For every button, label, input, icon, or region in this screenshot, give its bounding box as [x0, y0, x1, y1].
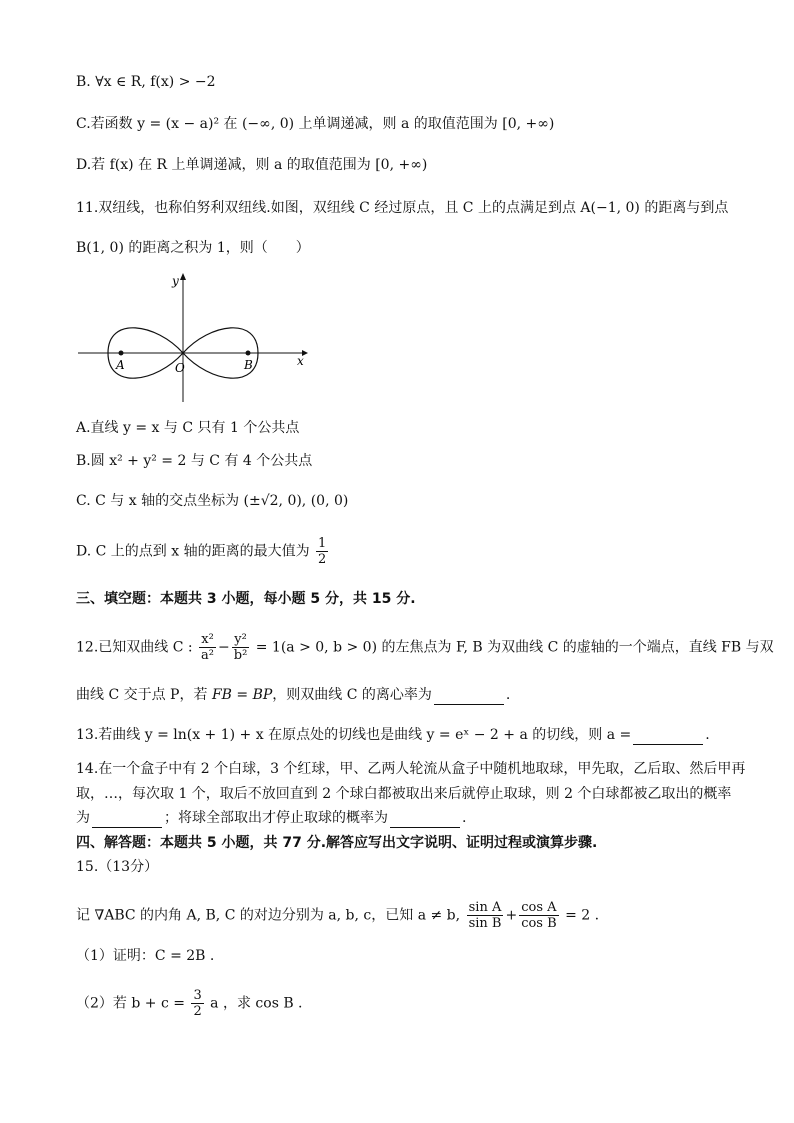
- point-b-dot: [246, 351, 251, 356]
- section-3-text: 三、填空题：本题共 3 小题，每小题 5 分，共 15 分.: [76, 591, 416, 607]
- q15-part1: [76, 946, 214, 966]
- q14-text-3b: ；将球全部取出才停止取球的概率为: [164, 810, 388, 826]
- q11-b-text: B.圆 x² + y² = 2 与 C 有 4 个公共点: [76, 453, 313, 469]
- fraction-numerator: sin A: [467, 900, 504, 916]
- point-a-dot: [119, 351, 124, 356]
- fraction-numerator: x²: [199, 632, 216, 648]
- q11-stem-1: 11.双纽线，也称伯努利双纽线.如图，双纽线 C 经过原点，且 C 上的点满足到点 A(−1, 0) 的距离与到点: [76, 200, 729, 216]
- q11-line1: [76, 198, 728, 218]
- point-a-label: A: [116, 358, 125, 372]
- vector-equation: FB = BP: [211, 687, 273, 703]
- fraction-numerator: cos A: [519, 900, 558, 916]
- q15-part2-suffix: a ，求 cos B .: [210, 995, 303, 1012]
- lemniscate-figure: [76, 268, 308, 404]
- q15-suffix: = 2 .: [565, 907, 600, 924]
- q11-stem-2: B(1, 0) 的距离之积为 1，则（ ）: [76, 240, 310, 256]
- section-4-heading: [76, 833, 597, 853]
- fraction-denominator: b²: [233, 648, 248, 663]
- answer-blank: [633, 730, 703, 745]
- point-b-label: B: [244, 358, 253, 372]
- origin-label: O: [175, 361, 185, 375]
- section-4-text: 四、解答题：本题共 5 小题，共 77 分.解答应写出文字说明、证明过程或演算步骤.: [76, 835, 598, 851]
- answer-blank: [390, 813, 460, 828]
- answer-blank: [434, 690, 504, 705]
- q14-line1: [76, 759, 745, 779]
- q11-a-text: A.直线 y = x 与 C 只有 1 个公共点: [76, 420, 300, 436]
- q14-text-3a: 为: [76, 810, 90, 826]
- q15-part1-text: （1）证明：C = 2B .: [76, 948, 215, 964]
- y-axis-label: y: [172, 274, 179, 288]
- q15-part2-prefix: （2）若 b + c =: [76, 995, 185, 1012]
- plus-sign: +: [505, 907, 518, 924]
- section-3-heading: [76, 589, 416, 609]
- fraction-y2-b2: [232, 632, 250, 663]
- q11-option-a: [76, 418, 299, 438]
- answer-blank: [92, 813, 162, 828]
- q11-c-text: C. C 与 x 轴的交点坐标为 (±√2, 0), (0, 0): [76, 493, 349, 509]
- q12-line1: [76, 632, 774, 663]
- q15-score-text: 15.（13分）: [76, 859, 159, 875]
- line-option-d: [76, 155, 427, 175]
- q11-option-d: [76, 536, 330, 567]
- q15-stem: [76, 900, 599, 931]
- line-option-b: [76, 72, 216, 92]
- q12-line2-prefix: 曲线 C 交于点 P，若: [76, 687, 208, 703]
- fraction-denominator: sin B: [468, 916, 502, 931]
- option-b-text: B. ∀x ∈ R, f(x) > −2: [76, 74, 216, 90]
- q12-line2-suffix: ，则双曲线 C 的离心率为: [272, 687, 432, 703]
- q11-option-c: [76, 491, 348, 511]
- fraction-x2-a2: [199, 632, 216, 663]
- q13-text: 13.若曲线 y = ln(x + 1) + x 在原点处的切线也是曲线 y = eˣ − 2 + a 的切线，则 a =: [76, 727, 632, 743]
- q12-suffix: = 1(a > 0, b > 0) 的左焦点为 F, B 为双曲线 C 的虚轴的一个端点，直线 FB 与双: [255, 639, 774, 656]
- fraction-three-halves: [191, 988, 203, 1019]
- fraction-denominator: a²: [201, 648, 215, 663]
- fraction-sinA-sinB: [467, 900, 504, 931]
- option-c-text: C.若函数 y = (x − a)² 在 (−∞, 0) 上单调递减，则 a 的取值范围为 [0, +∞): [76, 116, 555, 132]
- q14-text-1: 14.在一个盒子中有 2 个白球，3 个红球，甲、乙两人轮流从盒子中随机地取球，甲先取，乙后取、然后甲再: [76, 761, 746, 777]
- line-option-c: [76, 114, 554, 134]
- y-axis-arrow: [180, 273, 186, 280]
- q15-prefix: 记 ∇ABC 的内角 A, B, C 的对边分别为 a, b, c，已知 a ≠ b,: [76, 907, 461, 924]
- q15-part2: [76, 988, 303, 1019]
- q11-line2: [76, 238, 310, 258]
- fraction-denominator: 2: [318, 552, 327, 567]
- q15-score: [76, 857, 158, 877]
- x-axis-label: x: [297, 354, 304, 368]
- minus-sign: −: [218, 639, 230, 656]
- q14-line2: [76, 784, 731, 804]
- option-d-text: D.若 f(x) 在 R 上单调递减，则 a 的取值范围为 [0, +∞): [76, 157, 428, 173]
- q14-text-2: 取，…，每次取 1 个，取后不放回直到 2 个球白都被取出来后就停止取球，则 2 个白球都被乙取出的概率: [76, 786, 732, 802]
- q11-option-b: [76, 451, 312, 471]
- fraction-numerator: 1: [318, 536, 327, 551]
- q13-line: 13.若曲线 y = ln(x + 1) + x 在原点处的切线也是曲线 y = eˣ − 2 + a 的切线，则 a = .: [76, 727, 710, 743]
- fraction-cosA-cosB: [519, 900, 558, 931]
- q14-line3: 为 ；将球全部取出才停止取球的概率为 .: [76, 810, 467, 826]
- fraction-denominator: cos B: [521, 916, 557, 931]
- fraction-one-half: [316, 536, 328, 567]
- q12-line2: 曲线 C 交于点 P，若 FB = BP，则双曲线 C 的离心率为 .: [76, 687, 511, 703]
- fraction-denominator: 2: [193, 1004, 202, 1019]
- q11-d-text: D. C 上的点到 x 轴的距离的最大值为: [76, 543, 310, 560]
- q12-prefix: 12.已知双曲线 C :: [76, 639, 193, 656]
- fraction-numerator: 3: [193, 988, 202, 1003]
- fraction-numerator: y²: [232, 632, 250, 648]
